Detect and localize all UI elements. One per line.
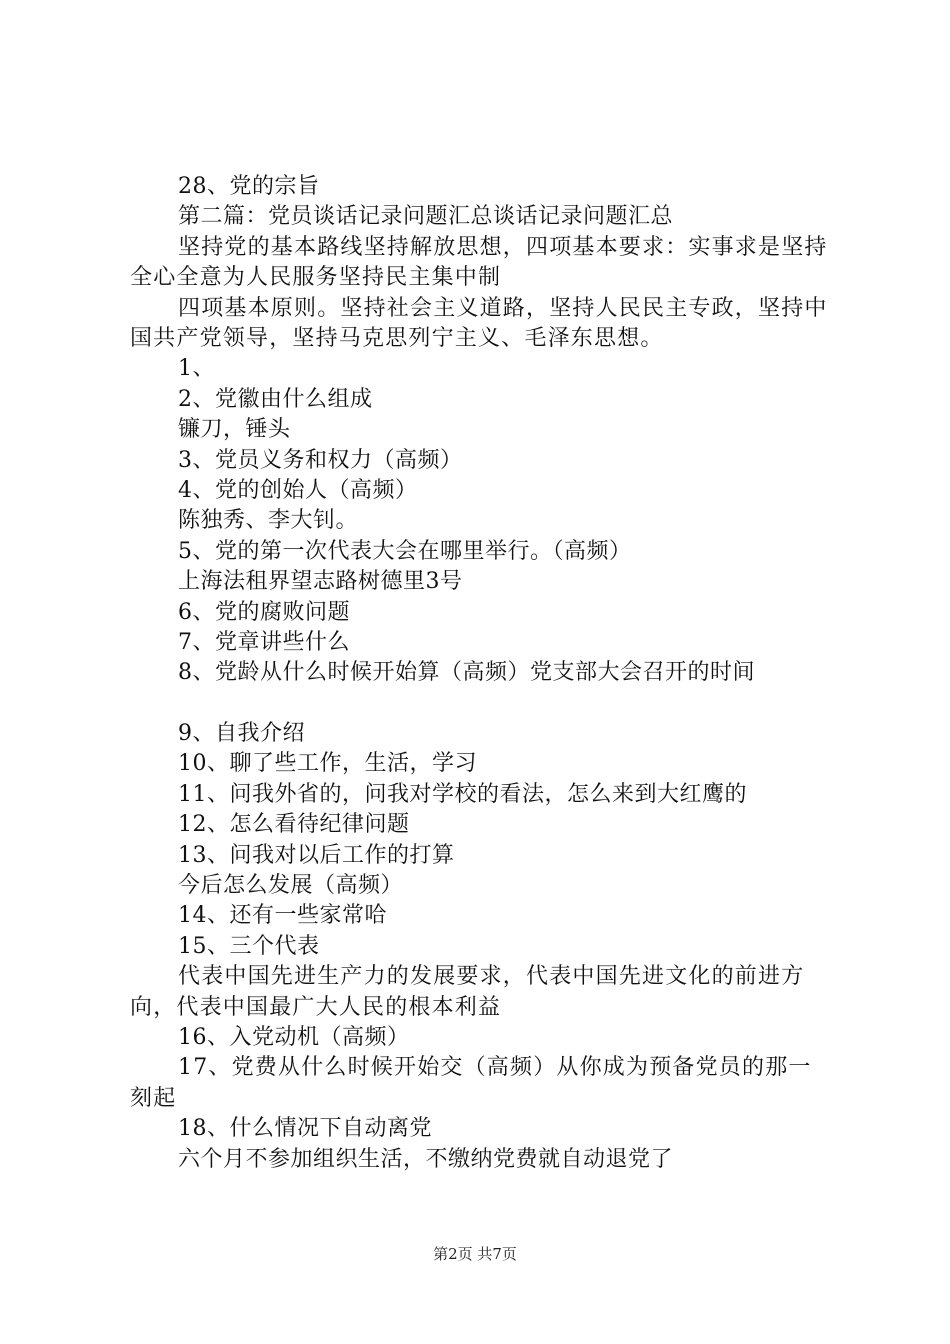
list-item: 12、怎么看待纪律问题 xyxy=(178,812,410,838)
document-body xyxy=(130,172,830,1175)
blank-line xyxy=(130,689,830,719)
list-item: 8、党龄从什么时候开始算（高频）党支部大会召开的时间 xyxy=(178,660,755,686)
list-item: 10、聊了些工作，生活，学习 xyxy=(178,751,477,777)
paragraph: 17、党费从什么时候开始交（高频）从你成为预备党员的那一刻起 xyxy=(130,1055,812,1111)
section-heading: 第二篇：党员谈话记录问题汇总谈话记录问题汇总 xyxy=(178,204,674,230)
answer-line: 上海法租界望志路树德里3号 xyxy=(178,569,463,595)
list-item: 6、党的腐败问题 xyxy=(178,599,350,625)
list-item: 1、 xyxy=(178,356,215,382)
list-item: 3、党员义务和权力（高频） xyxy=(178,447,463,473)
list-item: 5、党的第一次代表大会在哪里举行。（高频） xyxy=(178,538,632,564)
paragraph: 四项基本原则。坚持社会主义道路，坚持人民民主专政，坚持中国共产党领导，坚持马克思列宁主义、毛泽东思想。 xyxy=(130,295,828,351)
list-item: 13、问我对以后工作的打算 xyxy=(178,842,455,868)
page-number-footer: 第2页 共7页 xyxy=(433,1245,517,1263)
list-item: 4、党的创始人（高频） xyxy=(178,477,418,503)
list-item: 18、什么情况下自动离党 xyxy=(178,1116,432,1142)
text-line: 28、党的宗旨 xyxy=(178,174,320,199)
answer-line: 今后怎么发展（高频） xyxy=(178,873,404,899)
list-item: 7、党章讲些什么 xyxy=(178,629,350,655)
list-item: 9、自我介绍 xyxy=(178,721,305,747)
paragraph: 坚持党的基本路线坚持解放思想，四项基本要求：实事求是坚持全心全意为人民服务坚持民主集中制 xyxy=(130,234,828,291)
list-item: 16、入党动机（高频） xyxy=(178,1025,410,1051)
list-item: 11、问我外省的，问我对学校的看法，怎么来到大红鹰的 xyxy=(178,781,747,807)
answer-line: 六个月不参加组织生活，不缴纳党费就自动退党了 xyxy=(178,1146,674,1172)
list-item: 2、党徽由什么组成 xyxy=(178,386,373,412)
list-item: 14、还有一些家常哈 xyxy=(178,903,387,929)
answer-line: 镰刀，锤头 xyxy=(178,417,291,443)
paragraph: 代表中国先进生产力的发展要求，代表中国先进文化的前进方向，代表中国最广大人民的根本利益 xyxy=(130,964,805,1020)
list-item: 15、三个代表 xyxy=(178,933,320,959)
answer-line: 陈独秀、李大钊。 xyxy=(178,508,359,534)
